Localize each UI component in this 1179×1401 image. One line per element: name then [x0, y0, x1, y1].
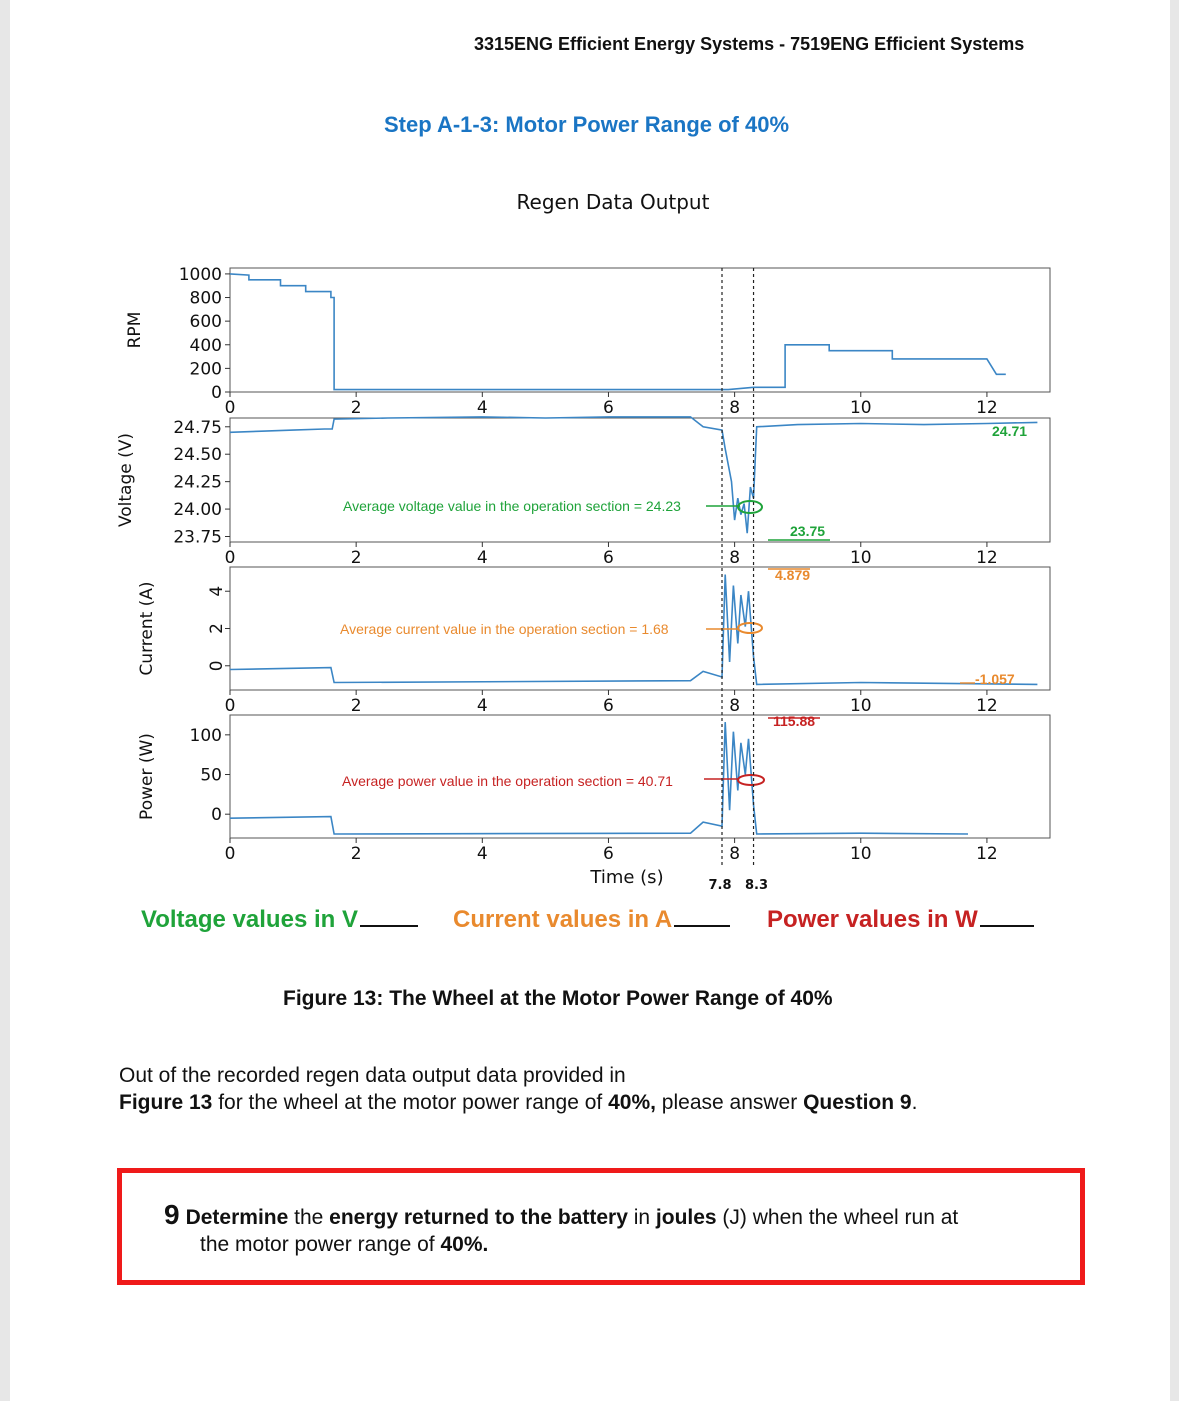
figure-caption: Figure 13: The Wheel at the Motor Power Range of 40% — [283, 987, 833, 1010]
voltage-xtick-label: 2 — [350, 548, 362, 568]
voltage-ytick-label: 24.75 — [173, 417, 222, 438]
power-annotation: 115.88 — [773, 713, 816, 729]
power-xtick-label: 4 — [476, 844, 488, 864]
rpm-ylabel: RPM — [125, 311, 145, 349]
voltage-ytick-label: 23.75 — [173, 527, 222, 548]
power-xtick-label: 0 — [224, 844, 236, 864]
power-units-text: Power values in W — [767, 906, 978, 933]
current-annotation: -1.057 — [975, 671, 1015, 687]
rpm-ytick-label: 400 — [189, 335, 222, 356]
paragraph-mid1: for the wheel at the motor power range of — [212, 1091, 609, 1114]
q-text-3: (J) when the wheel run at — [716, 1206, 959, 1229]
current-xtick-label: 6 — [603, 696, 614, 716]
power-xtick-label: 2 — [350, 844, 362, 864]
q-word-determine: Determine — [185, 1206, 289, 1229]
current-blank-line — [674, 925, 730, 927]
q-text-1: the — [288, 1206, 330, 1229]
rpm-xtick-label: 10 — [849, 398, 872, 418]
voltage-units-label — [141, 906, 418, 934]
current-xtick-label: 4 — [476, 696, 488, 716]
current-ytick-label: 0 — [207, 660, 227, 672]
paragraph-mid2: please answer — [655, 1091, 804, 1114]
paragraph-end: . — [911, 1091, 918, 1114]
power-xtick-label: 12 — [976, 844, 998, 864]
voltage-ytick-label: 24.00 — [173, 500, 222, 521]
voltage-series-line — [230, 417, 1037, 533]
rpm-xtick-label: 12 — [976, 398, 998, 418]
rpm-ytick-label: 200 — [189, 359, 222, 380]
current-xtick-label: 12 — [976, 696, 998, 716]
power-xtick-label: 10 — [849, 844, 872, 864]
question-line-2 — [164, 1231, 958, 1258]
q-line2-bold: 40%. — [440, 1233, 489, 1256]
rpm-ytick-label: 800 — [189, 288, 222, 309]
question-line-1 — [164, 1201, 958, 1231]
rpm-panel-frame — [230, 268, 1050, 392]
power-ytick-label: 100 — [189, 725, 222, 746]
power-ytick-label: 50 — [200, 765, 222, 786]
current-xtick-label: 10 — [849, 696, 872, 716]
current-avg-marker — [738, 623, 762, 633]
power-ylabel: Power (W) — [137, 733, 157, 820]
current-units-label — [453, 906, 730, 934]
question-ref: Question 9 — [803, 1091, 912, 1114]
q-line2-text: the motor power range of — [200, 1233, 441, 1256]
paragraph-line-2 — [119, 1089, 917, 1116]
voltage-panel-frame — [230, 418, 1050, 542]
current-ytick-label: 4 — [207, 585, 227, 597]
course-header: 3315ENG Efficient Energy Systems - 7519ENG Efficient Systems — [474, 34, 1025, 54]
power-blank-line — [980, 925, 1034, 927]
marker-label-start: 7.8 — [708, 878, 732, 893]
power-xtick-label: 8 — [729, 844, 741, 864]
voltage-ytick-label: 24.50 — [173, 445, 222, 466]
rpm-ytick-label: 0 — [211, 383, 222, 403]
q-text-2: in — [627, 1206, 656, 1229]
voltage-annotation: 23.75 — [790, 523, 826, 539]
marker-label-end: 8.3 — [745, 878, 769, 893]
current-units-text: Current values in A — [453, 906, 673, 933]
current-ylabel: Current (A) — [137, 581, 157, 676]
voltage-xtick-label: 6 — [603, 548, 614, 568]
chart-plot-area — [116, 265, 1050, 893]
question-box — [117, 1168, 1085, 1285]
q-word-joules: joules — [655, 1206, 717, 1229]
step-title: Step A-1-3: Motor Power Range of 40% — [384, 112, 790, 137]
voltage-ylabel: Voltage (V) — [116, 432, 136, 528]
current-annotation: Average current value in the operation section = 1.68 — [340, 621, 669, 637]
voltage-xtick-label: 12 — [976, 548, 998, 568]
voltage-annotation: Average voltage value in the operation section = 24.23 — [343, 498, 681, 514]
rpm-xtick-label: 0 — [224, 398, 236, 418]
voltage-xtick-label: 0 — [224, 548, 236, 568]
current-xtick-label: 2 — [350, 696, 362, 716]
current-ytick-label: 2 — [207, 623, 227, 634]
paragraph-line-1: Out of the recorded regen data output data provided in — [119, 1064, 626, 1087]
power-percent: 40%, — [608, 1091, 656, 1114]
voltage-xtick-label: 8 — [729, 548, 741, 568]
voltage-xtick-label: 4 — [476, 548, 488, 568]
rpm-ytick-label: 600 — [189, 312, 222, 333]
rpm-series-line — [230, 274, 1006, 390]
question-number: 9 — [164, 1199, 180, 1230]
voltage-annotation: 24.71 — [992, 423, 1028, 439]
voltage-units-text: Voltage values in V — [141, 906, 358, 933]
rpm-xtick-label: 8 — [729, 398, 741, 418]
rpm-xtick-label: 6 — [603, 398, 614, 418]
power-xtick-label: 6 — [603, 844, 614, 864]
figure-ref: Figure 13 — [119, 1091, 213, 1114]
voltage-xtick-label: 10 — [849, 548, 872, 568]
rpm-ytick-label: 1000 — [178, 264, 222, 285]
rpm-xtick-label: 4 — [476, 398, 488, 418]
current-xtick-label: 0 — [224, 696, 236, 716]
power-annotation: Average power value in the operation section = 40.71 — [342, 773, 673, 789]
q-word-energy: energy returned to the battery — [329, 1206, 628, 1229]
current-xtick-label: 8 — [729, 696, 741, 716]
question-text — [164, 1201, 958, 1258]
rpm-xtick-label: 2 — [350, 398, 362, 418]
voltage-ytick-label: 24.25 — [173, 472, 222, 493]
power-units-label — [767, 906, 1034, 934]
current-annotation: 4.879 — [775, 567, 811, 583]
voltage-blank-line — [360, 925, 418, 927]
chart-title: Regen Data Output — [516, 190, 710, 214]
power-ytick-label: 0 — [211, 805, 222, 826]
x-axis-label: Time (s) — [590, 867, 664, 888]
instruction-paragraph — [119, 1062, 917, 1116]
